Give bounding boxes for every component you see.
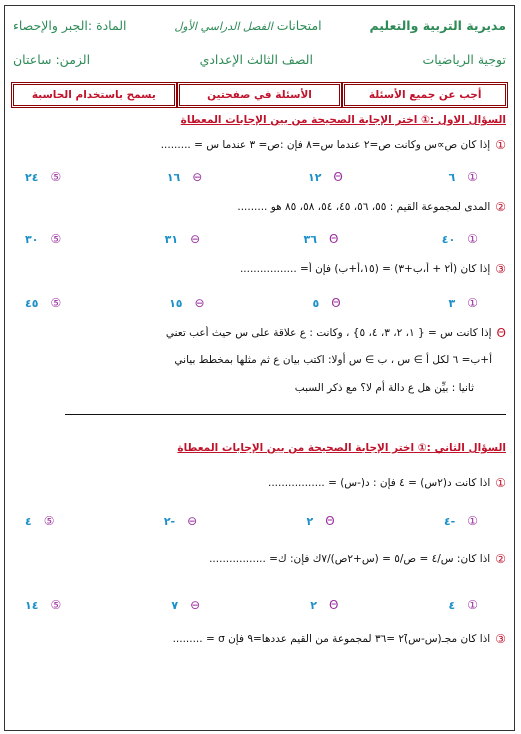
option-value: ٤ — [448, 598, 456, 612]
s2-q1-text: اذا كانت د(٢س) = ٤ فإن : د(-س) = ................. — [268, 477, 491, 489]
instruction-box-answer-all: أجب عن جميع الأسئلة — [344, 84, 506, 106]
option-mark: Θ — [328, 598, 339, 612]
option-mark: ① — [467, 514, 478, 528]
s2-q1-option-d[interactable] — [25, 512, 54, 530]
s2-q2-option-b[interactable] — [310, 596, 338, 614]
option-mark: ⑤ — [43, 514, 55, 528]
s1-q1-option-a[interactable] — [449, 168, 478, 186]
option-value: ١٥ — [169, 296, 183, 310]
subject-label: المادة :الجبر والإحصاء — [13, 17, 127, 33]
s1-q1 — [13, 138, 506, 152]
exam-sheet — [4, 5, 515, 731]
option-mark: ① — [467, 170, 478, 184]
option-value: ٥ — [312, 296, 320, 310]
s1-q4-number: Θ — [496, 326, 506, 340]
option-value: ٤٥ — [25, 296, 39, 310]
s1-q1-option-d[interactable] — [25, 168, 61, 186]
s1-q4-line2: أ+ب= ٦ لكل أ ∋ س ، ب ∋ س أولا: اكتب بيان ع ثم مثلها بمخطط بياني — [174, 354, 492, 366]
option-value: ٣٦ — [303, 232, 317, 246]
header-row-1 — [13, 14, 506, 36]
guidance-label: توجية الرياضيات — [422, 51, 506, 67]
s2-q3-number: ③ — [495, 632, 506, 646]
s1-q3-number: ③ — [495, 262, 506, 276]
s1-q4 — [13, 326, 506, 340]
s1-q4-line1: إذا كانت س = { ١، ٢، ٣، ٤، ٥} ، وكانت : ع علاقة على س حيث أعب تعني — [165, 327, 492, 339]
s1-q3 — [13, 262, 506, 276]
s1-q3-option-d[interactable] — [25, 294, 61, 312]
s2-q1-option-a[interactable] — [444, 512, 478, 530]
option-mark: ⊖ — [190, 598, 201, 612]
s1-q3-option-c[interactable] — [169, 294, 205, 312]
option-mark: ① — [467, 296, 478, 310]
option-mark: ⊖ — [192, 170, 203, 184]
instructions-row — [13, 84, 506, 106]
s2-q1-options — [25, 512, 478, 530]
option-value: ٢ — [310, 598, 317, 612]
option-value: ٤٠ — [441, 232, 456, 246]
option-mark: Θ — [328, 232, 339, 246]
option-value: -٤ — [443, 514, 456, 528]
option-mark: ⑤ — [50, 232, 62, 246]
option-mark: ⊖ — [194, 296, 205, 310]
option-mark: ⑤ — [50, 296, 62, 310]
section2-title: السؤال الثاني :① اختر الإجابة الصحيحة من بين الإجابات المعطاة — [177, 442, 506, 454]
s1-q2-option-d[interactable] — [25, 230, 61, 248]
s1-q1-option-b[interactable] — [308, 168, 343, 186]
s1-q1-option-c[interactable] — [167, 168, 203, 186]
s1-q2-text: المدى لمجموعة القيم : ٥٥، ٥٦، ٤٥، ٥٤، ٥٨، ٨٥ هو ......... — [237, 201, 491, 213]
instruction-box-two-pages: الأسئلة في صفحتين — [179, 84, 341, 106]
option-mark: ⑤ — [50, 598, 62, 612]
instruction-box-calculator: يسمح باستخدام الحاسبة — [13, 84, 175, 106]
option-value: ٢ — [306, 514, 314, 528]
s2-q1-option-c[interactable] — [164, 512, 197, 530]
option-value: ٣ — [448, 296, 456, 310]
exam-title-group — [174, 18, 321, 33]
option-value: ٦ — [448, 170, 456, 184]
s2-q1 — [13, 476, 506, 490]
s2-q2-option-a[interactable] — [449, 596, 478, 614]
s2-q2 — [13, 552, 506, 566]
s2-q2-option-d[interactable] — [25, 596, 61, 614]
s2-q1-number: ① — [495, 476, 506, 490]
s1-q2-number: ② — [495, 200, 506, 214]
option-mark: Θ — [333, 170, 343, 184]
s1-q3-options — [25, 294, 478, 312]
s1-q1-options — [25, 168, 478, 186]
s1-q3-option-b[interactable] — [312, 294, 340, 312]
s1-q2-option-b[interactable] — [304, 230, 339, 248]
option-value: ٣١ — [164, 232, 179, 246]
option-value: ٢٤ — [25, 170, 39, 184]
option-value: ٣٠ — [25, 232, 39, 246]
grade-label: الصف الثالث الإعدادي — [199, 51, 313, 67]
s2-q1-option-b[interactable] — [306, 512, 334, 530]
option-value: ١٤ — [25, 598, 39, 612]
s2-q3 — [13, 632, 506, 646]
time-label: الزمن: ساعتان — [13, 51, 91, 67]
header-row-2 — [13, 48, 506, 70]
section-divider — [65, 414, 506, 415]
section1-title: السؤال الاول :① اختر الإجابة الصحيحة من بين الإجابات المعطاة — [180, 114, 506, 126]
term-script: الفصل الدراسي الأول — [174, 19, 273, 33]
option-mark: ⑤ — [50, 170, 62, 184]
s1-q2-options — [25, 230, 478, 248]
option-value: ٤ — [25, 514, 32, 528]
option-mark: ⊖ — [190, 232, 201, 246]
option-mark: ⊖ — [187, 514, 198, 528]
s1-q2-option-a[interactable] — [442, 230, 478, 248]
s1-q4-line3: ثانيا : بيِّن هل ع دالة أم لا؟ مع ذكر السبب — [294, 382, 474, 394]
option-value: ١٦ — [166, 170, 181, 184]
option-mark: Θ — [325, 514, 335, 528]
option-mark: ① — [467, 598, 478, 612]
s2-q3-text: اذا كان مجـ(س-س̄)٢ =٣٦ لمجموعة من القيم عددها=٩ فإن σ = ......... — [172, 633, 491, 645]
s2-q2-number: ② — [495, 552, 506, 566]
option-value: ٧ — [171, 598, 179, 612]
s1-q3-option-a[interactable] — [449, 294, 478, 312]
s1-q1-text: إذا كان ص∝س وكانت ص=٢ عندما س=٨ فإن :ص= ٣ عندما س = ......... — [160, 139, 491, 151]
option-mark: Θ — [331, 296, 341, 310]
s1-q2 — [13, 200, 506, 214]
s2-q2-option-c[interactable] — [171, 596, 200, 614]
option-value: -٢ — [163, 514, 176, 528]
s1-q2-option-c[interactable] — [165, 230, 201, 248]
s2-q2-options — [25, 596, 478, 614]
option-value: ١٢ — [307, 170, 322, 184]
directorate-label: مديرية التربية والتعليم — [369, 17, 506, 33]
option-mark: ① — [467, 232, 478, 246]
s1-q3-text: إذا كان (أ٢ + أ،ب+٣) = (١٥،أ+ب) فإن أ= ................. — [239, 263, 491, 275]
exams-label: امتحانات — [276, 17, 322, 33]
s2-q2-text: اذا كان: س/٤ = ص/٥ = (س+٢ص)/٧ك فإن: ك= ................. — [209, 553, 491, 565]
s1-q1-number: ① — [495, 138, 506, 152]
